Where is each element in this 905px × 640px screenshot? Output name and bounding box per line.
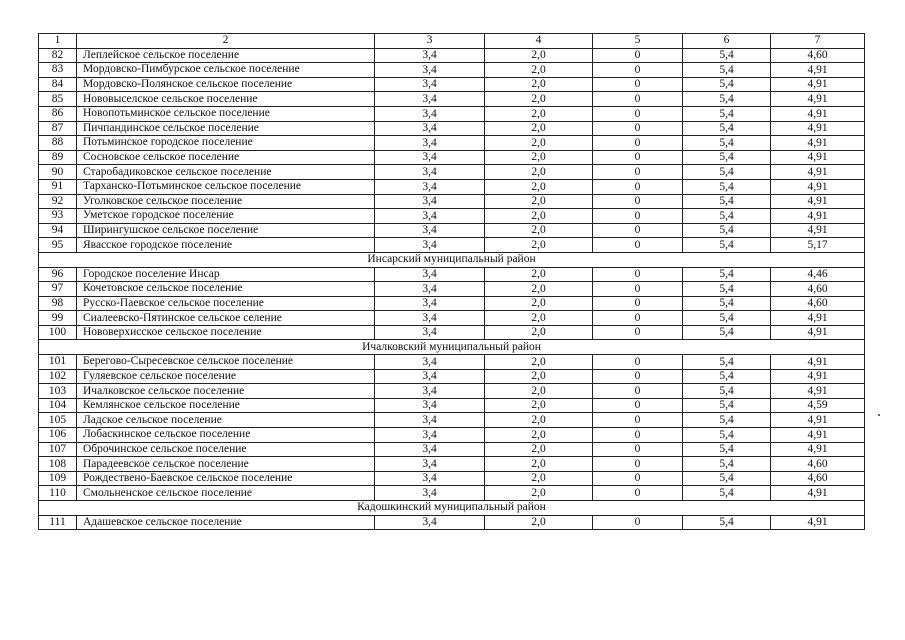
col4-value-cell: 2,0 [485, 311, 593, 326]
col3-value-cell: 3,4 [375, 165, 485, 180]
row-number-cell: 107 [39, 442, 77, 457]
col5-value-cell: 0 [593, 515, 683, 530]
settlement-name-cell: Рождествено-Баевское сельское поселение [77, 471, 375, 486]
settlement-name-cell: Мордовско-Полянское сельское поселение [77, 77, 375, 92]
col5-value-cell: 0 [593, 398, 683, 413]
row-number-cell: 91 [39, 179, 77, 194]
col6-value-cell: 5,4 [683, 369, 771, 384]
col5-value-cell: 0 [593, 486, 683, 501]
col5-value-cell: 0 [593, 384, 683, 399]
table-row [39, 92, 865, 107]
table-row [39, 486, 865, 501]
col3-value-cell: 3,4 [375, 106, 485, 121]
col7-value-cell: 4,91 [771, 311, 865, 326]
table-row [39, 442, 865, 457]
col5-value-cell: 0 [593, 179, 683, 194]
col3-value-cell: 3,4 [375, 223, 485, 238]
header-cell: 5 [593, 34, 683, 49]
col6-value-cell: 5,4 [683, 48, 771, 63]
header-cell: 1 [39, 34, 77, 49]
settlement-name-cell: Нововерхисское сельское поселение [77, 325, 375, 340]
col3-value-cell: 3,4 [375, 282, 485, 297]
settlement-name-cell: Городское поселение Инсар [77, 267, 375, 282]
col7-value-cell: 4,59 [771, 398, 865, 413]
col5-value-cell: 0 [593, 238, 683, 253]
col7-value-cell: 4,91 [771, 194, 865, 209]
row-number-cell: 110 [39, 486, 77, 501]
row-number-cell: 83 [39, 63, 77, 78]
header-cell: 6 [683, 34, 771, 49]
col6-value-cell: 5,4 [683, 121, 771, 136]
col3-value-cell: 3,4 [375, 384, 485, 399]
table-row [39, 194, 865, 209]
col6-value-cell: 5,4 [683, 223, 771, 238]
col3-value-cell: 3,4 [375, 486, 485, 501]
col6-value-cell: 5,4 [683, 311, 771, 326]
table-row [39, 398, 865, 413]
col3-value-cell: 3,4 [375, 413, 485, 428]
col7-value-cell: 4,91 [771, 63, 865, 78]
col4-value-cell: 2,0 [485, 63, 593, 78]
col3-value-cell: 3,4 [375, 515, 485, 530]
settlement-name-cell: Ширингушское сельское поселение [77, 223, 375, 238]
table-row [39, 457, 865, 472]
col6-value-cell: 5,4 [683, 325, 771, 340]
col5-value-cell: 0 [593, 296, 683, 311]
section-title: Инсарский муниципальный район [39, 252, 865, 267]
col7-value-cell: 4,91 [771, 413, 865, 428]
row-number-cell: 104 [39, 398, 77, 413]
row-number-cell: 85 [39, 92, 77, 107]
col5-value-cell: 0 [593, 325, 683, 340]
settlement-name-cell: Леплейское сельское поселение [77, 48, 375, 63]
col4-value-cell: 2,0 [485, 369, 593, 384]
col5-value-cell: 0 [593, 369, 683, 384]
row-number-cell: 100 [39, 325, 77, 340]
scan-speck [878, 414, 880, 416]
row-number-cell: 102 [39, 369, 77, 384]
col7-value-cell: 4,91 [771, 369, 865, 384]
col7-value-cell: 4,91 [771, 179, 865, 194]
col3-value-cell: 3,4 [375, 355, 485, 370]
table-row [39, 165, 865, 180]
row-number-cell: 87 [39, 121, 77, 136]
table-row [39, 136, 865, 151]
table-row [39, 106, 865, 121]
row-number-cell: 105 [39, 413, 77, 428]
col3-value-cell: 3,4 [375, 428, 485, 443]
col3-value-cell: 3,4 [375, 398, 485, 413]
row-number-cell: 109 [39, 471, 77, 486]
table-row [39, 48, 865, 63]
col4-value-cell: 2,0 [485, 486, 593, 501]
col6-value-cell: 5,4 [683, 92, 771, 107]
col6-value-cell: 5,4 [683, 238, 771, 253]
col5-value-cell: 0 [593, 165, 683, 180]
col7-value-cell: 4,60 [771, 282, 865, 297]
col4-value-cell: 2,0 [485, 136, 593, 151]
col5-value-cell: 0 [593, 428, 683, 443]
col6-value-cell: 5,4 [683, 179, 771, 194]
col5-value-cell: 0 [593, 209, 683, 224]
col7-value-cell: 4,91 [771, 486, 865, 501]
col7-value-cell: 4,60 [771, 471, 865, 486]
col6-value-cell: 5,4 [683, 442, 771, 457]
settlement-name-cell: Потьминское городское поселение [77, 136, 375, 151]
section-title: Кадошкинский муниципальный район [39, 501, 865, 516]
settlement-name-cell: Сиалеевско-Пятинское сельское селение [77, 311, 375, 326]
col4-value-cell: 2,0 [485, 384, 593, 399]
settlement-name-cell: Адашевское сельское поселение [77, 515, 375, 530]
col6-value-cell: 5,4 [683, 515, 771, 530]
col7-value-cell: 4,91 [771, 165, 865, 180]
table-body [39, 34, 865, 530]
col4-value-cell: 2,0 [485, 194, 593, 209]
row-number-cell: 108 [39, 457, 77, 472]
col4-value-cell: 2,0 [485, 267, 593, 282]
col3-value-cell: 3,4 [375, 238, 485, 253]
col6-value-cell: 5,4 [683, 106, 771, 121]
col4-value-cell: 2,0 [485, 428, 593, 443]
col7-value-cell: 4,91 [771, 106, 865, 121]
col4-value-cell: 2,0 [485, 355, 593, 370]
table-row [39, 296, 865, 311]
col4-value-cell: 2,0 [485, 77, 593, 92]
col5-value-cell: 0 [593, 457, 683, 472]
row-number-cell: 99 [39, 311, 77, 326]
col3-value-cell: 3,4 [375, 369, 485, 384]
table-row [39, 63, 865, 78]
row-number-cell: 95 [39, 238, 77, 253]
settlement-name-cell: Явасское городское поселение [77, 238, 375, 253]
col3-value-cell: 3,4 [375, 92, 485, 107]
col3-value-cell: 3,4 [375, 77, 485, 92]
settlement-name-cell: Парадеевское сельское поселение [77, 457, 375, 472]
col3-value-cell: 3,4 [375, 267, 485, 282]
col5-value-cell: 0 [593, 355, 683, 370]
col7-value-cell: 4,91 [771, 325, 865, 340]
table-row [39, 515, 865, 530]
col4-value-cell: 2,0 [485, 106, 593, 121]
col5-value-cell: 0 [593, 121, 683, 136]
col4-value-cell: 2,0 [485, 238, 593, 253]
table-row [39, 471, 865, 486]
col7-value-cell: 4,91 [771, 428, 865, 443]
table-row [39, 282, 865, 297]
settlement-name-cell: Сосновское сельское поселение [77, 150, 375, 165]
settlement-name-cell: Оброчинское сельское поселение [77, 442, 375, 457]
settlement-name-cell: Ладское сельское поселение [77, 413, 375, 428]
col4-value-cell: 2,0 [485, 471, 593, 486]
col3-value-cell: 3,4 [375, 442, 485, 457]
col4-value-cell: 2,0 [485, 48, 593, 63]
settlement-name-cell: Русско-Паевское сельское поселение [77, 296, 375, 311]
settlement-name-cell: Смольненское сельское поселение [77, 486, 375, 501]
header-cell: 3 [375, 34, 485, 49]
col5-value-cell: 0 [593, 413, 683, 428]
row-number-cell: 90 [39, 165, 77, 180]
col4-value-cell: 2,0 [485, 121, 593, 136]
col3-value-cell: 3,4 [375, 325, 485, 340]
row-number-cell: 88 [39, 136, 77, 151]
col4-value-cell: 2,0 [485, 442, 593, 457]
table-row [39, 209, 865, 224]
col4-value-cell: 2,0 [485, 296, 593, 311]
col7-value-cell: 5,17 [771, 238, 865, 253]
col6-value-cell: 5,4 [683, 136, 771, 151]
col5-value-cell: 0 [593, 471, 683, 486]
col4-value-cell: 2,0 [485, 92, 593, 107]
section-header-row [39, 501, 865, 516]
section-header-row [39, 252, 865, 267]
col7-value-cell: 4,91 [771, 92, 865, 107]
col6-value-cell: 5,4 [683, 486, 771, 501]
col6-value-cell: 5,4 [683, 77, 771, 92]
col6-value-cell: 5,4 [683, 398, 771, 413]
settlement-name-cell: Берегово-Сыресевское сельское поселение [77, 355, 375, 370]
col7-value-cell: 4,60 [771, 296, 865, 311]
table-row [39, 238, 865, 253]
col4-value-cell: 2,0 [485, 457, 593, 472]
col7-value-cell: 4,91 [771, 121, 865, 136]
table-row [39, 267, 865, 282]
col3-value-cell: 3,4 [375, 121, 485, 136]
section-title: Ичалковский муниципальный район [39, 340, 865, 355]
row-number-cell: 98 [39, 296, 77, 311]
section-header-row [39, 340, 865, 355]
col6-value-cell: 5,4 [683, 165, 771, 180]
row-number-cell: 92 [39, 194, 77, 209]
col7-value-cell: 4,91 [771, 442, 865, 457]
col7-value-cell: 4,91 [771, 384, 865, 399]
table-row [39, 121, 865, 136]
settlement-name-cell: Кемлянское сельское поселение [77, 398, 375, 413]
table-row [39, 77, 865, 92]
col3-value-cell: 3,4 [375, 471, 485, 486]
col6-value-cell: 5,4 [683, 63, 771, 78]
table-row [39, 311, 865, 326]
settlement-name-cell: Уголковское сельское поселение [77, 194, 375, 209]
col6-value-cell: 5,4 [683, 296, 771, 311]
col3-value-cell: 3,4 [375, 457, 485, 472]
col4-value-cell: 2,0 [485, 150, 593, 165]
settlement-name-cell: Новопотьминское сельское поселение [77, 106, 375, 121]
col6-value-cell: 5,4 [683, 471, 771, 486]
col6-value-cell: 5,4 [683, 384, 771, 399]
row-number-cell: 103 [39, 384, 77, 399]
col6-value-cell: 5,4 [683, 209, 771, 224]
table-row [39, 150, 865, 165]
col7-value-cell: 4,46 [771, 267, 865, 282]
col7-value-cell: 4,91 [771, 136, 865, 151]
table-row [39, 369, 865, 384]
col7-value-cell: 4,91 [771, 209, 865, 224]
col5-value-cell: 0 [593, 63, 683, 78]
col5-value-cell: 0 [593, 267, 683, 282]
settlement-name-cell: Тарханско-Потьминское сельское поселение [77, 179, 375, 194]
col6-value-cell: 5,4 [683, 267, 771, 282]
col7-value-cell: 4,91 [771, 515, 865, 530]
table-row [39, 325, 865, 340]
table-row [39, 413, 865, 428]
row-number-cell: 111 [39, 515, 77, 530]
row-number-cell: 89 [39, 150, 77, 165]
col3-value-cell: 3,4 [375, 48, 485, 63]
col3-value-cell: 3,4 [375, 311, 485, 326]
col4-value-cell: 2,0 [485, 282, 593, 297]
col6-value-cell: 5,4 [683, 355, 771, 370]
settlement-name-cell: Нововыселское сельское поселение [77, 92, 375, 107]
col6-value-cell: 5,4 [683, 194, 771, 209]
table-row [39, 428, 865, 443]
col6-value-cell: 5,4 [683, 282, 771, 297]
col7-value-cell: 4,91 [771, 150, 865, 165]
col5-value-cell: 0 [593, 282, 683, 297]
col7-value-cell: 4,91 [771, 223, 865, 238]
settlement-name-cell: Уметское городское поселение [77, 209, 375, 224]
col5-value-cell: 0 [593, 48, 683, 63]
settlement-name-cell: Кочетовское сельское поселение [77, 282, 375, 297]
settlement-name-cell: Мордовско-Пимбурское сельское поселение [77, 63, 375, 78]
table-row [39, 384, 865, 399]
row-number-cell: 82 [39, 48, 77, 63]
col4-value-cell: 2,0 [485, 165, 593, 180]
document-page [38, 33, 864, 530]
col3-value-cell: 3,4 [375, 179, 485, 194]
col7-value-cell: 4,60 [771, 457, 865, 472]
settlement-name-cell: Пичпандинское сельское поселение [77, 121, 375, 136]
header-cell: 2 [77, 34, 375, 49]
col3-value-cell: 3,4 [375, 194, 485, 209]
col6-value-cell: 5,4 [683, 457, 771, 472]
col6-value-cell: 5,4 [683, 413, 771, 428]
col5-value-cell: 0 [593, 77, 683, 92]
col4-value-cell: 2,0 [485, 179, 593, 194]
col3-value-cell: 3,4 [375, 150, 485, 165]
row-number-cell: 86 [39, 106, 77, 121]
col7-value-cell: 4,91 [771, 77, 865, 92]
col4-value-cell: 2,0 [485, 223, 593, 238]
row-number-cell: 94 [39, 223, 77, 238]
col3-value-cell: 3,4 [375, 136, 485, 151]
col7-value-cell: 4,91 [771, 355, 865, 370]
col6-value-cell: 5,4 [683, 428, 771, 443]
table-row [39, 223, 865, 238]
col3-value-cell: 3,4 [375, 209, 485, 224]
header-row [39, 34, 865, 49]
col3-value-cell: 3,4 [375, 63, 485, 78]
col5-value-cell: 0 [593, 136, 683, 151]
data-table [38, 33, 865, 530]
col5-value-cell: 0 [593, 442, 683, 457]
row-number-cell: 93 [39, 209, 77, 224]
col5-value-cell: 0 [593, 92, 683, 107]
col6-value-cell: 5,4 [683, 150, 771, 165]
header-cell: 4 [485, 34, 593, 49]
col5-value-cell: 0 [593, 150, 683, 165]
col4-value-cell: 2,0 [485, 413, 593, 428]
col5-value-cell: 0 [593, 223, 683, 238]
col5-value-cell: 0 [593, 194, 683, 209]
col4-value-cell: 2,0 [485, 398, 593, 413]
col7-value-cell: 4,60 [771, 48, 865, 63]
settlement-name-cell: Лобаскинское сельское поселение [77, 428, 375, 443]
header-cell: 7 [771, 34, 865, 49]
row-number-cell: 106 [39, 428, 77, 443]
col4-value-cell: 2,0 [485, 209, 593, 224]
row-number-cell: 97 [39, 282, 77, 297]
col3-value-cell: 3,4 [375, 296, 485, 311]
settlement-name-cell: Гуляевское сельское поселение [77, 369, 375, 384]
table-row [39, 179, 865, 194]
col4-value-cell: 2,0 [485, 515, 593, 530]
row-number-cell: 96 [39, 267, 77, 282]
col4-value-cell: 2,0 [485, 325, 593, 340]
settlement-name-cell: Старобадиковское сельское поселение [77, 165, 375, 180]
table-row [39, 355, 865, 370]
col5-value-cell: 0 [593, 311, 683, 326]
row-number-cell: 101 [39, 355, 77, 370]
row-number-cell: 84 [39, 77, 77, 92]
col5-value-cell: 0 [593, 106, 683, 121]
settlement-name-cell: Ичалковское сельское поселение [77, 384, 375, 399]
